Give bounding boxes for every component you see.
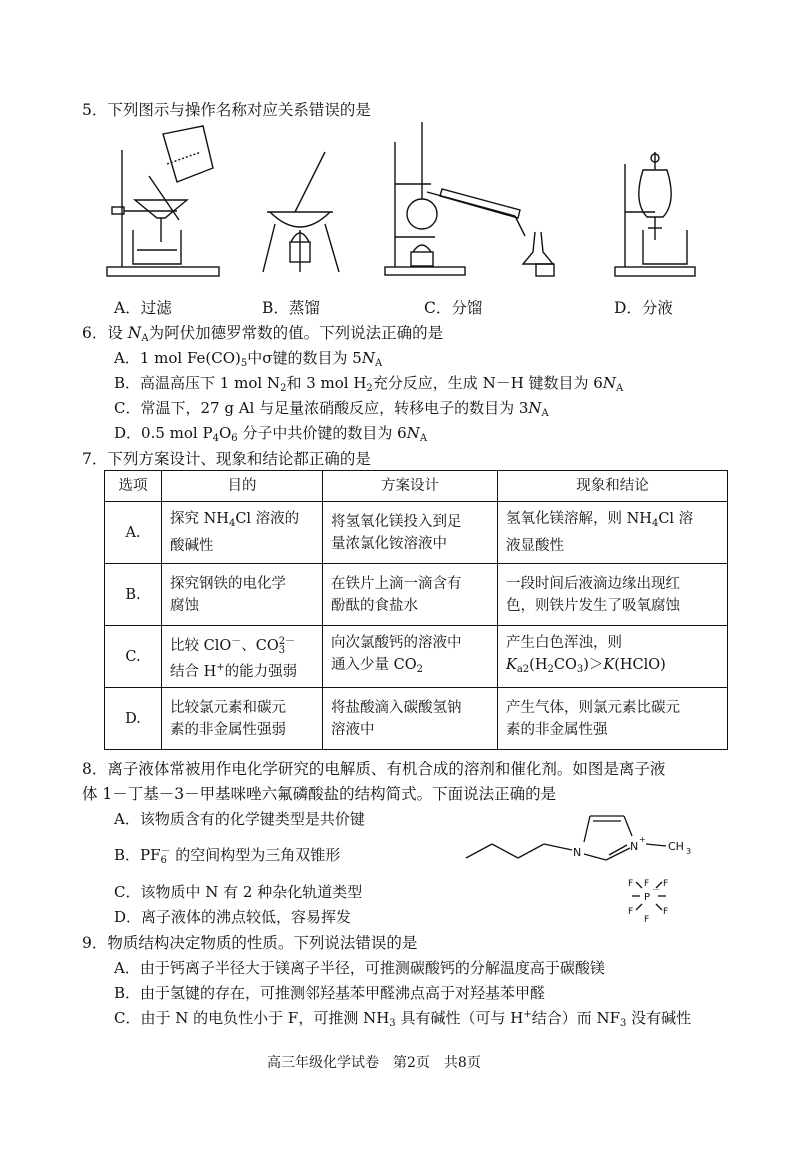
q5-label-d: D．分液	[614, 299, 673, 317]
row-c-purpose: 比较 ClO－、CO2－ 3 结合 H+的能力强弱	[162, 626, 323, 688]
q9-option-a: A．由于钙离子半径大于镁离子半径，可推测碳酸钙的分解温度高于碳酸镁	[114, 959, 605, 977]
struct-f-bottom: F	[644, 915, 650, 924]
table-row	[105, 564, 728, 626]
row-d-purpose: 比较氯元素和碳元 素的非金属性强弱	[162, 688, 323, 750]
evaporation-apparatus-icon	[263, 152, 339, 272]
row-c-option: C.	[105, 626, 162, 688]
q8-option-d: D．离子液体的沸点较低，容易挥发	[114, 908, 352, 926]
struct-ch3: CH	[668, 840, 684, 853]
row-a-result: 氢氧化镁溶解，则 $NH_4Cl$ 溶 液显酸性	[498, 502, 728, 564]
struct-ch3-sub: 3	[686, 847, 692, 856]
q6-option-b: B．高温高压下 1 mol $N_2$和 3 mol $H_2$充分反应，生成 N－H 键数目为 $6N_A$	[114, 374, 624, 394]
q5-label-a: A．过滤	[114, 299, 172, 317]
q7-table	[104, 470, 728, 750]
q7-stem: 7．下列方案设计、现象和结论都正确的是	[82, 450, 371, 468]
header-plan: 方案设计	[323, 471, 498, 502]
row-a-option: A.	[105, 502, 162, 564]
struct-n1: N	[573, 846, 582, 859]
table-row	[105, 626, 728, 688]
row-b-purpose: 探究钢铁的电化学 腐蚀	[162, 564, 323, 626]
struct-plus: +	[639, 835, 646, 844]
table-row	[105, 688, 728, 750]
q8-option-a: A．该物质含有的化学键类型是共价键	[114, 810, 365, 828]
struct-f-ll: F	[628, 907, 634, 917]
struct-f-ul: F	[628, 879, 634, 889]
table-header-row	[105, 471, 728, 502]
row-d-result: 产生气体，则氯元素比碳元 素的非金属性强	[498, 688, 728, 750]
row-b-result: 一段时间后液滴边缘出现红 色，则铁片发生了吸氧腐蚀	[498, 564, 728, 626]
q6-stem: 6．设 $N_A$为阿伏加德罗常数的值。下列说法正确的是	[82, 324, 444, 344]
q6-option-c: C．常温下，27 g Al 与足量浓硝酸反应，转移电子的数目为 $3N_A$	[114, 399, 549, 419]
struct-minus: －	[652, 885, 660, 894]
ionic-liquid-structure	[460, 800, 700, 924]
q5-apparatus-figure	[95, 112, 735, 292]
q6-option-a: A．1 mol $Fe(CO)_5$中σ键的数目为 $5N_A$	[114, 349, 383, 369]
q8-option-c: C．该物质中 N 有 2 种杂化轨道类型	[114, 883, 363, 901]
struct-f-top: F	[644, 879, 650, 889]
distillation-apparatus-icon	[385, 122, 554, 276]
q9-stem: 9．物质结构决定物质的性质。下列说法错误的是	[82, 934, 418, 952]
row-d-option: D.	[105, 688, 162, 750]
struct-p: P	[644, 892, 651, 903]
header-option: 选项	[105, 471, 162, 502]
page-footer: 高三年级化学试卷 第2页 共8页	[267, 1055, 481, 1071]
structure-bonds	[466, 816, 669, 910]
q8-option-b: B．PF－ 6 的空间构型为三角双锥形	[114, 846, 341, 866]
struct-n2: N	[630, 840, 639, 853]
struct-f-ur: F	[663, 879, 669, 889]
header-result: 现象和结论	[498, 471, 728, 502]
row-c-result: 产生白色浑浊，则 $K_{a2}(H_2CO_3)>K(HClO)$	[498, 626, 728, 688]
q9-option-c: C．由于 N 的电负性小于 F，可推测 $NH_3$ 具有碱性（可与 H+结合）而 $NF_3$ 没有碱性	[114, 1009, 692, 1029]
separatory-funnel-icon	[615, 152, 695, 276]
row-a-purpose: 探究 $NH_4Cl$ 溶液的 酸碱性	[162, 502, 323, 564]
q8-stem-line2: 体 1－丁基－3－甲基咪唑六氟磷酸盐的结构简式。下面说法正确的是	[82, 785, 557, 803]
q9-option-b: B．由于氢键的存在，可推测邻羟基苯甲醛沸点高于对羟基苯甲醛	[114, 984, 546, 1002]
filtration-apparatus-icon	[107, 126, 219, 276]
q5-stem: 5．下列图示与操作名称对应关系错误的是	[82, 101, 371, 119]
q5-label-c: C．分馏	[424, 299, 483, 317]
q5-label-b: B．蒸馏	[262, 299, 320, 317]
row-d-plan: 将盐酸滴入碳酸氢钠 溶液中	[323, 688, 498, 750]
row-b-option: B.	[105, 564, 162, 626]
header-purpose: 目的	[162, 471, 323, 502]
row-b-plan: 在铁片上滴一滴含有 酚酞的食盐水	[323, 564, 498, 626]
table-row	[105, 502, 728, 564]
row-a-plan: 将氢氧化镁投入到足 量浓氯化铵溶液中	[323, 502, 498, 564]
q8-stem-line1: 8．离子液体常被用作电化学研究的电解质、有机合成的溶剂和催化剂。如图是离子液	[82, 760, 666, 778]
struct-f-lr: F	[663, 907, 669, 917]
q6-option-d: D．0.5 mol $P_4O_6$ 分子中共价键的数目为 $6N_A$	[114, 424, 428, 444]
row-c-plan: 向次氯酸钙的溶液中 通入少量 $CO_2$	[323, 626, 498, 688]
